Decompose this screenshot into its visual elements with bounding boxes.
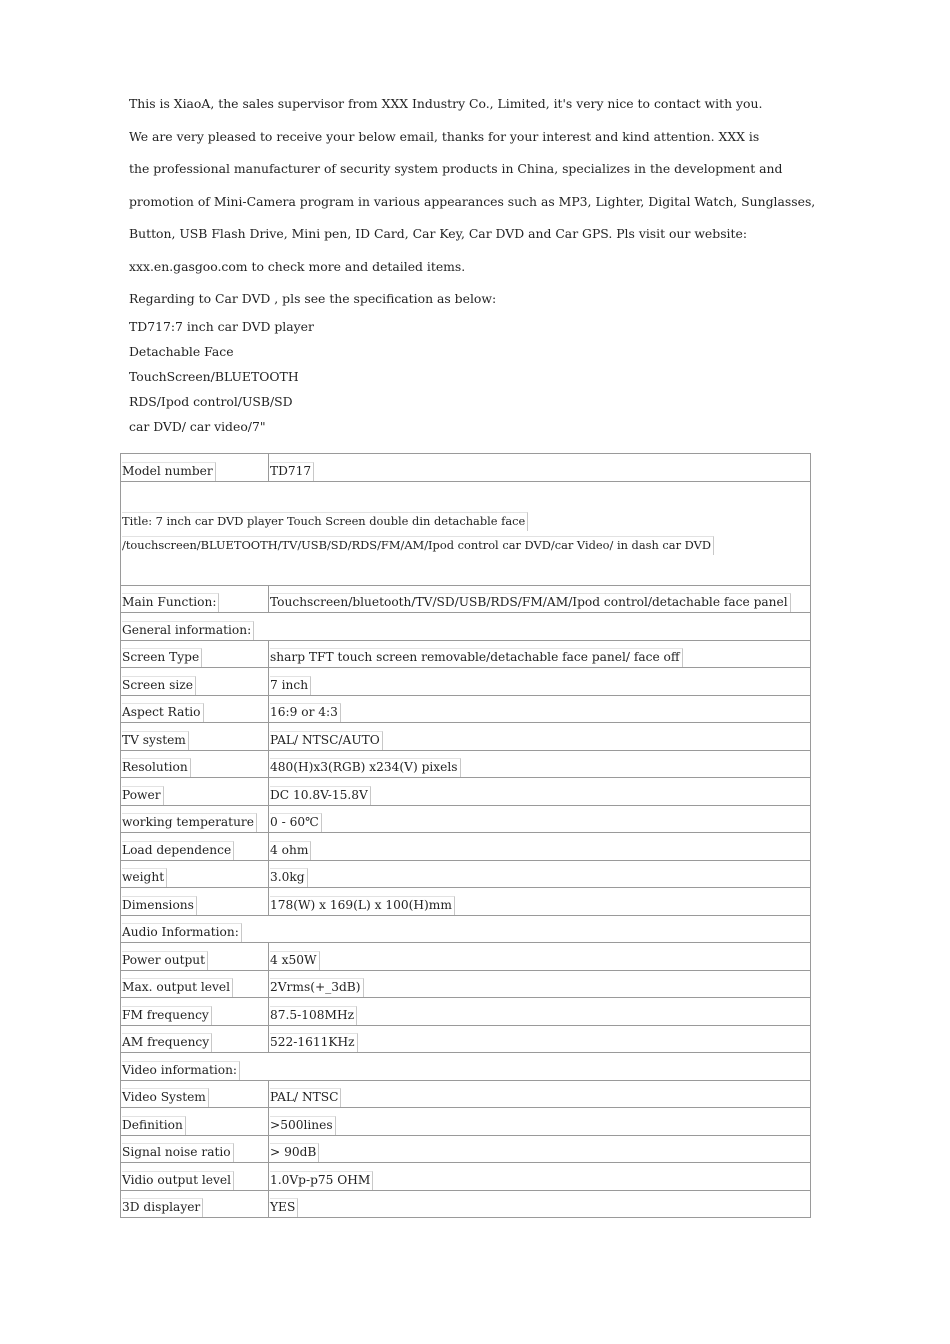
row-value: sharp TFT touch screen removable/detachable face panel/ face off xyxy=(269,640,811,668)
table-row xyxy=(121,1190,811,1218)
intro-line: This is XiaoA, the sales supervisor from XXX Industry Co., Limited, it's very nice to contact with you. xyxy=(129,96,763,111)
row-value: 4 x50W xyxy=(269,943,811,971)
table-row xyxy=(121,833,811,861)
row-label: Power xyxy=(121,778,269,806)
row-value: 4 ohm xyxy=(269,833,811,861)
row-label: 3D displayer xyxy=(121,1190,269,1218)
title-line: /touchscreen/BLUETOOTH/TV/USB/SD/RDS/FM/AM/Ipod control car DVD/car Video/ in dash car DVD xyxy=(122,536,714,555)
table-row xyxy=(121,723,811,751)
table-row xyxy=(121,888,811,916)
row-value: 3.0kg xyxy=(269,860,811,888)
table-row xyxy=(121,998,811,1026)
row-label: FM frequency xyxy=(121,998,269,1026)
row-value: 16:9 or 4:3 xyxy=(269,695,811,723)
row-value: DC 10.8V-15.8V xyxy=(269,778,811,806)
row-value: PAL/ NTSC xyxy=(269,1080,811,1108)
spec-summary-item: TouchScreen/BLUETOOTH xyxy=(129,369,299,384)
intro-line: Regarding to Car DVD , pls see the specification as below: xyxy=(129,291,497,306)
section-title: Video information: xyxy=(121,1053,811,1081)
intro-line: promotion of Mini-Camera program in various appearances such as MP3, Lighter, Digital Watch, Sunglasses, xyxy=(129,193,816,209)
table-row xyxy=(121,668,811,696)
section-title: General information: xyxy=(121,613,811,641)
table-row xyxy=(121,750,811,778)
table-row xyxy=(121,778,811,806)
row-label: Max. output level xyxy=(121,970,269,998)
spec-summary-item: TD717:7 inch car DVD player xyxy=(129,319,314,334)
intro-line: xxx.en.gasgoo.com to check more and detailed items. xyxy=(129,258,466,274)
row-label: AM frequency xyxy=(121,1025,269,1053)
table-row xyxy=(121,805,811,833)
spec-summary-item: car DVD/ car video/7" xyxy=(129,419,266,434)
title-row xyxy=(121,481,811,585)
row-value: 0 - 60℃ xyxy=(269,805,811,833)
row-value: > 90dB xyxy=(269,1135,811,1163)
table-row xyxy=(121,1080,811,1108)
table-row xyxy=(121,695,811,723)
row-label: Signal noise ratio xyxy=(121,1135,269,1163)
table-row xyxy=(121,585,811,613)
row-value: 87.5-108MHz xyxy=(269,998,811,1026)
row-label: Resolution xyxy=(121,750,269,778)
spec-summary-item: Detachable Face xyxy=(129,344,234,359)
product-title xyxy=(121,481,811,585)
row-label: working temperature xyxy=(121,805,269,833)
row-value: 7 inch xyxy=(269,668,811,696)
section-header-general xyxy=(121,613,811,641)
row-value: PAL/ NTSC/AUTO xyxy=(269,723,811,751)
row-value: 480(H)x3(RGB) x234(V) pixels xyxy=(269,750,811,778)
row-value: >500lines xyxy=(269,1108,811,1136)
section-header-video xyxy=(121,1053,811,1081)
intro-line: We are very pleased to receive your below email, thanks for your interest and kind attention. XXX is xyxy=(129,128,760,144)
row-label: Power output xyxy=(121,943,269,971)
table-row xyxy=(121,1025,811,1053)
table-row xyxy=(121,454,811,482)
row-label: Dimensions xyxy=(121,888,269,916)
row-value: TD717 xyxy=(269,454,811,482)
table-row xyxy=(121,1108,811,1136)
row-value: YES xyxy=(269,1190,811,1218)
row-value: Touchscreen/bluetooth/TV/SD/USB/RDS/FM/AM/Ipod control/detachable face panel xyxy=(269,585,811,613)
row-label: Model number xyxy=(121,454,269,482)
row-label: weight xyxy=(121,860,269,888)
spec-summary-list xyxy=(129,317,314,442)
row-label: Video System xyxy=(121,1080,269,1108)
table-row xyxy=(121,970,811,998)
row-value: 522-1611KHz xyxy=(269,1025,811,1053)
table-row xyxy=(121,860,811,888)
row-label: Vidio output level xyxy=(121,1163,269,1191)
intro-line: Button, USB Flash Drive, Mini pen, ID Card, Car Key, Car DVD and Car GPS. Pls visit our website: xyxy=(129,226,747,241)
row-label: Screen size xyxy=(121,668,269,696)
spec-summary-item: RDS/Ipod control/USB/SD xyxy=(129,394,293,409)
specification-table xyxy=(120,453,811,1218)
table-row xyxy=(121,943,811,971)
table-row xyxy=(121,640,811,668)
title-line: Title: 7 inch car DVD player Touch Screen double din detachable face xyxy=(122,512,528,531)
row-label: Aspect Ratio xyxy=(121,695,269,723)
row-label: Definition xyxy=(121,1108,269,1136)
row-value: 178(W) x 169(L) x 100(H)mm xyxy=(269,888,811,916)
row-label: Load dependence xyxy=(121,833,269,861)
row-label: Main Function: xyxy=(121,585,269,613)
intro-line: the professional manufacturer of security system products in China, specializes in the development and xyxy=(129,161,783,176)
section-title: Audio Information: xyxy=(121,915,811,943)
row-value: 1.0Vp-p75 OHM xyxy=(269,1163,811,1191)
table-row xyxy=(121,1135,811,1163)
section-header-audio xyxy=(121,915,811,943)
row-label: Screen Type xyxy=(121,640,269,668)
row-value: 2Vrms(+_3dB) xyxy=(269,970,811,998)
intro-paragraph xyxy=(129,94,849,322)
row-label: TV system xyxy=(121,723,269,751)
table-row xyxy=(121,1163,811,1191)
